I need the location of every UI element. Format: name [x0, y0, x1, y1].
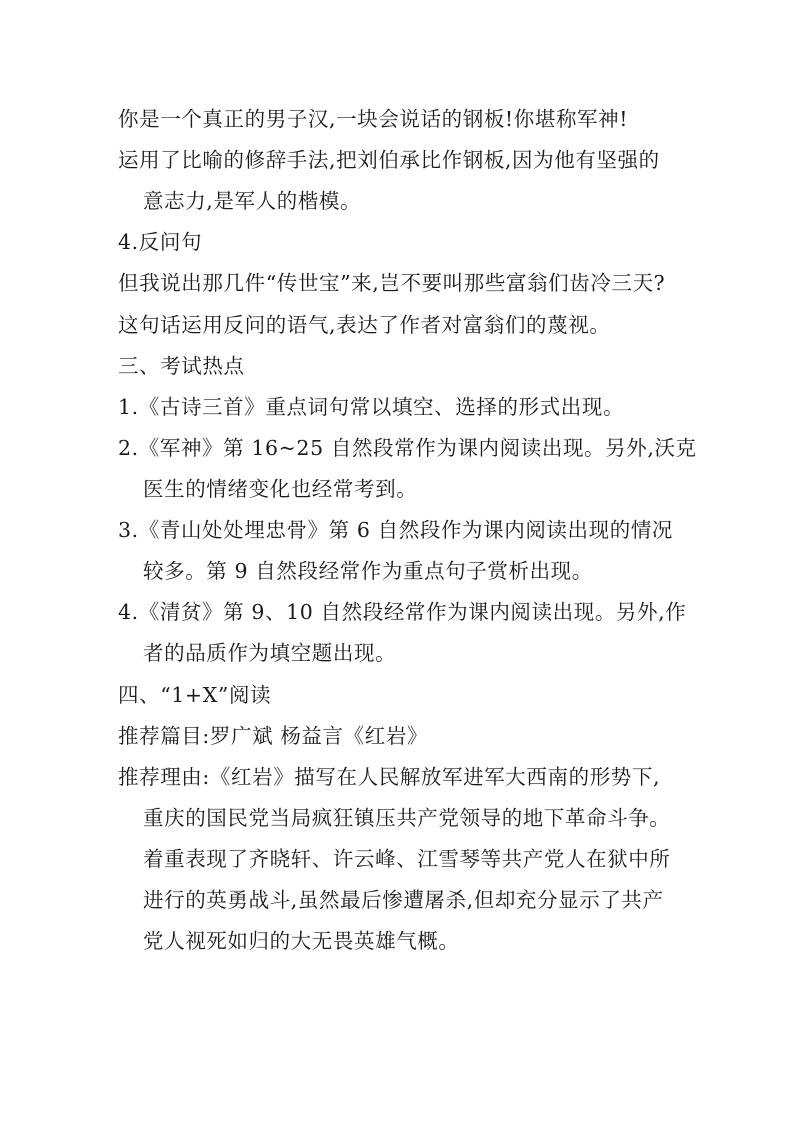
recommended-title: 推荐篇目:罗广斌 杨益言《红岩》: [118, 724, 429, 748]
section-heading-reading: 四、“1+X”阅读: [118, 683, 272, 707]
list-item-2: 2.《军神》第 16~25 自然段常作为课内阅读出现。另外,沃克: [118, 436, 697, 460]
text-line-quote: 你是一个真正的男子汉,一块会说话的钢板!你堪称军神!: [118, 107, 629, 131]
list-item-4-cont: 者的品质作为填空题出现。: [143, 641, 397, 665]
recommended-reason-cont-1: 重庆的国民党当局疯狂镇压共产党领导的地下革命斗争。: [143, 806, 671, 830]
list-item-2-cont: 医生的情绪变化也经常考到。: [143, 477, 418, 501]
list-item-3: 3.《青山处处埋忠骨》第 6 自然段作为课内阅读出现的情况: [118, 518, 674, 542]
recommended-reason-cont-2: 着重表现了齐晓轩、许云峰、江雪琴等共产党人在狱中所: [143, 847, 671, 871]
recommended-reason: 推荐理由:《红岩》描写在人民解放军进军大西南的形势下,: [118, 765, 661, 789]
list-item-3-cont: 较多。第 9 自然段经常作为重点句子赏析出现。: [143, 559, 593, 583]
list-item-4: 4.《清贫》第 9、10 自然段经常作为课内阅读出现。另外,作: [118, 600, 687, 624]
text-line-analysis: 运用了比喻的修辞手法,把刘伯承比作钢板,因为他有坚强的: [118, 148, 660, 172]
text-line-example: 但我说出那几件“传世宝”来,岂不要叫那些富翁们齿冷三天?: [118, 271, 666, 295]
recommended-reason-cont-4: 党人视死如归的大无畏英雄气概。: [143, 929, 460, 953]
recommended-reason-cont-3: 进行的英勇战斗,虽然最后惨遭屠杀,但却充分显示了共产: [143, 888, 664, 912]
text-line-analysis-cont: 意志力,是军人的楷模。: [143, 189, 362, 213]
list-item-1: 1.《古诗三首》重点词句常以填空、选择的形式出现。: [118, 395, 625, 419]
text-line-explanation: 这句话运用反问的语气,表达了作者对富翁们的蔑视。: [118, 313, 611, 337]
subheading-rhetorical-question: 4.反问句: [118, 230, 203, 254]
section-heading-exam-points: 三、考试热点: [118, 354, 245, 378]
